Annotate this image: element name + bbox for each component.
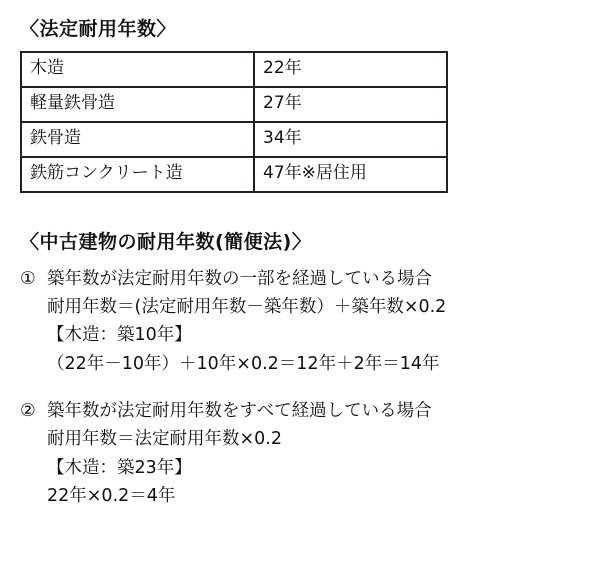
table-cell-structure: 鉄筋コンクリート造 [21, 157, 254, 192]
item-line-2-2: 【木造：築23年】 [47, 457, 192, 478]
table-cell-years: 27年 [254, 87, 447, 122]
item-line-2-3: 22年×0.2＝4年 [47, 485, 176, 506]
table-cell-years: 47年※居住用 [254, 157, 447, 192]
legal-life-table [20, 51, 448, 193]
item-title-2 [20, 398, 582, 425]
list-item [20, 266, 582, 378]
table-row [21, 157, 447, 192]
table-cell-structure: 木造 [21, 52, 254, 87]
item-marker-2: ② [20, 401, 36, 422]
item-line-1-3: （22年－10年）＋10年×0.2＝12年＋2年＝14年 [47, 353, 440, 374]
table-row [21, 122, 447, 157]
item-line-2-1: 耐用年数＝法定耐用年数×0.2 [47, 429, 282, 450]
item-title-text-2: 築年数が法定耐用年数をすべて経過している場合 [47, 401, 432, 422]
table-row [21, 87, 447, 122]
table-cell-structure: 鉄骨造 [21, 122, 254, 157]
item-line-1-2: 【木造：築10年】 [47, 325, 192, 346]
legal-life-heading: 〈法定耐用年数〉 [20, 18, 177, 40]
item-title-1 [20, 266, 582, 293]
table-row [21, 52, 447, 87]
section-spacer [18, 382, 582, 398]
item-title-text-1: 築年数が法定耐用年数の一部を経過している場合 [47, 269, 432, 289]
used-building-heading: 〈中古建物の耐用年数(簡便法)〉 [20, 231, 312, 253]
table-cell-structure: 軽量鉄骨造 [21, 87, 254, 122]
item-line-1-1: 耐用年数＝(法定耐用年数－築年数）＋築年数×0.2 [47, 297, 447, 318]
list-item [20, 398, 582, 510]
item-marker-1: ① [20, 269, 36, 289]
table-cell-years: 34年 [254, 122, 447, 157]
table-cell-years: 22年 [254, 52, 447, 87]
